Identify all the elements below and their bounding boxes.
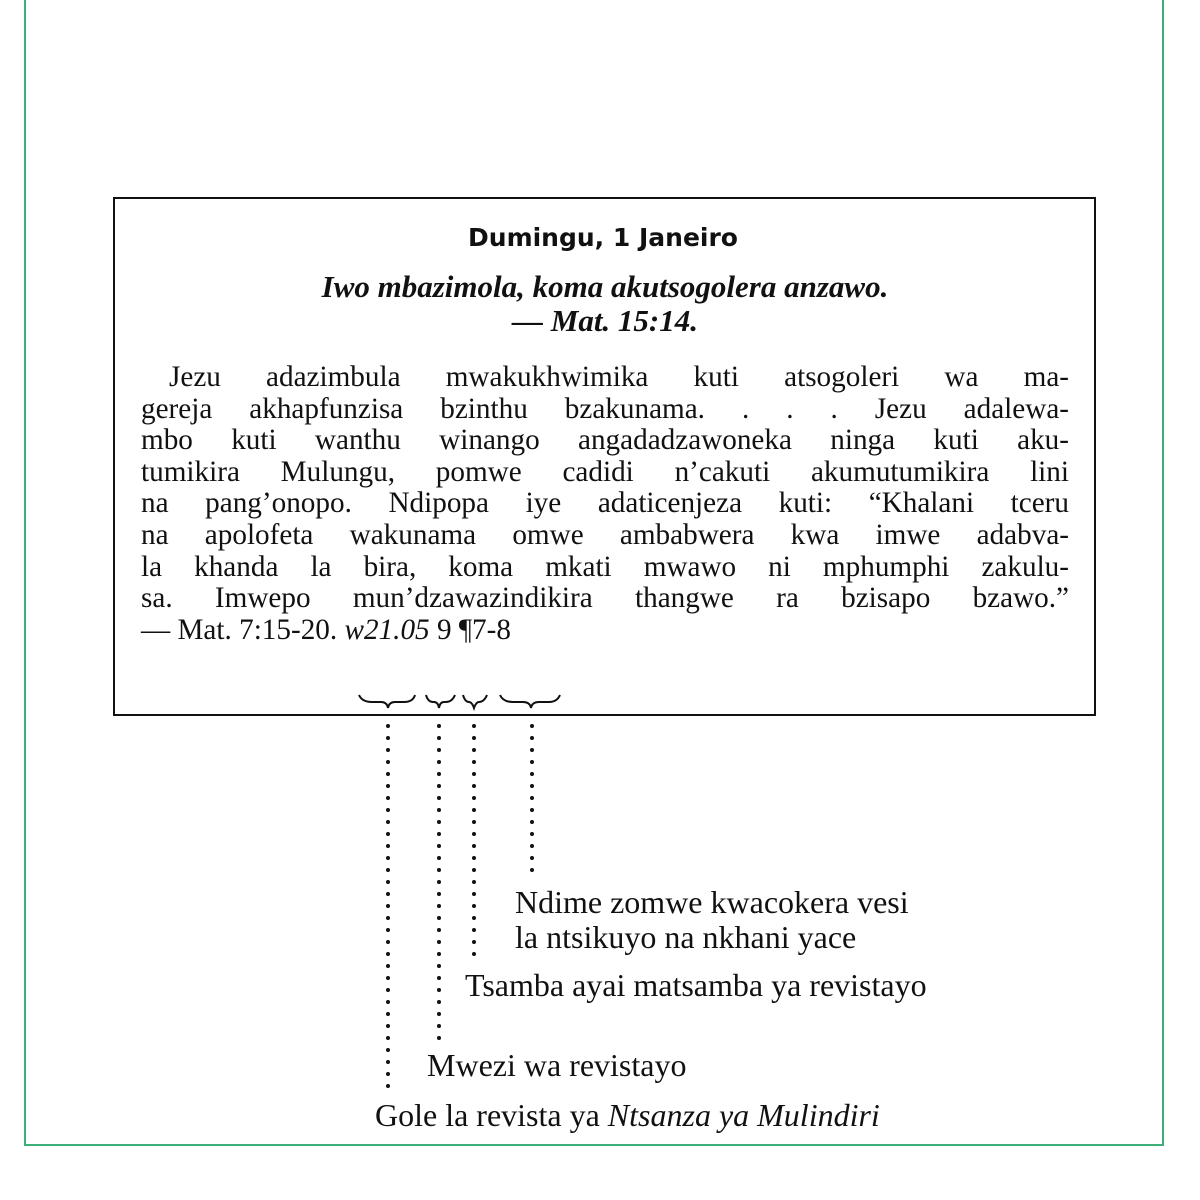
comment-line: na pang’onopo. Ndipopa iye adaticenjeza kuti: “Khalani tceru (141, 487, 1069, 520)
citation-page: 9 (436, 613, 452, 646)
theme-verse-reference: — Mat. 15:14. (512, 303, 698, 338)
comment-line: tumikira Mulungu, pomwe cadidi n’cakuti akumutumikira lini (141, 455, 1069, 488)
comment-line: la khanda la bira, koma mkati mwawo ni mphumphi zakulu- (141, 550, 1069, 583)
comment-line: Jezu adazimbula mwakukhwimika kuti atsogoleri wa ma- (169, 361, 1069, 393)
citation-paragraphs: ¶7-8 (458, 613, 511, 646)
citation-publication-code: w21.05 (344, 613, 430, 646)
brace-month (426, 695, 455, 708)
paragraphs-label (515, 885, 909, 955)
year-label-prefix: Gole la revista ya (375, 1097, 600, 1133)
year-label (375, 1098, 880, 1133)
brace-year (359, 695, 415, 708)
comment-line: sa. Imwepo mun’dzawazindikira thangwe ra bzisapo bzawo.” (141, 582, 1069, 615)
paragraphs-label-line: la ntsikuyo na nkhani yace (515, 919, 857, 955)
brace-page (463, 695, 487, 708)
comment-line: mbo kuti wanthu winango angadadzawoneka ninga kuti aku- (141, 424, 1069, 457)
brace-paragraphs (500, 695, 560, 708)
citation-scripture: — Mat. 7:15-20. (141, 613, 338, 646)
magazine-title: Ntsanza ya Mulindiri (607, 1097, 880, 1133)
date-heading: Dumingu, 1 Janeiro (468, 223, 738, 252)
paragraphs-label-line: Ndime zomwe kwacokera vesi (515, 884, 909, 920)
theme-verse-text: Iwo mbazimola, koma akutsogolera anzawo. (321, 269, 889, 304)
page-label: Tsamba ayai matsamba ya revistayo (465, 967, 927, 1003)
comment-line: gereja akhapfunzisa bzinthu bzakunama. . . . Jezu adalewa- (141, 392, 1069, 425)
month-label: Mwezi wa revistayo (427, 1047, 687, 1083)
comment-line: na apolofeta wakunama omwe ambabwera kwa imwe adabva- (141, 518, 1069, 551)
